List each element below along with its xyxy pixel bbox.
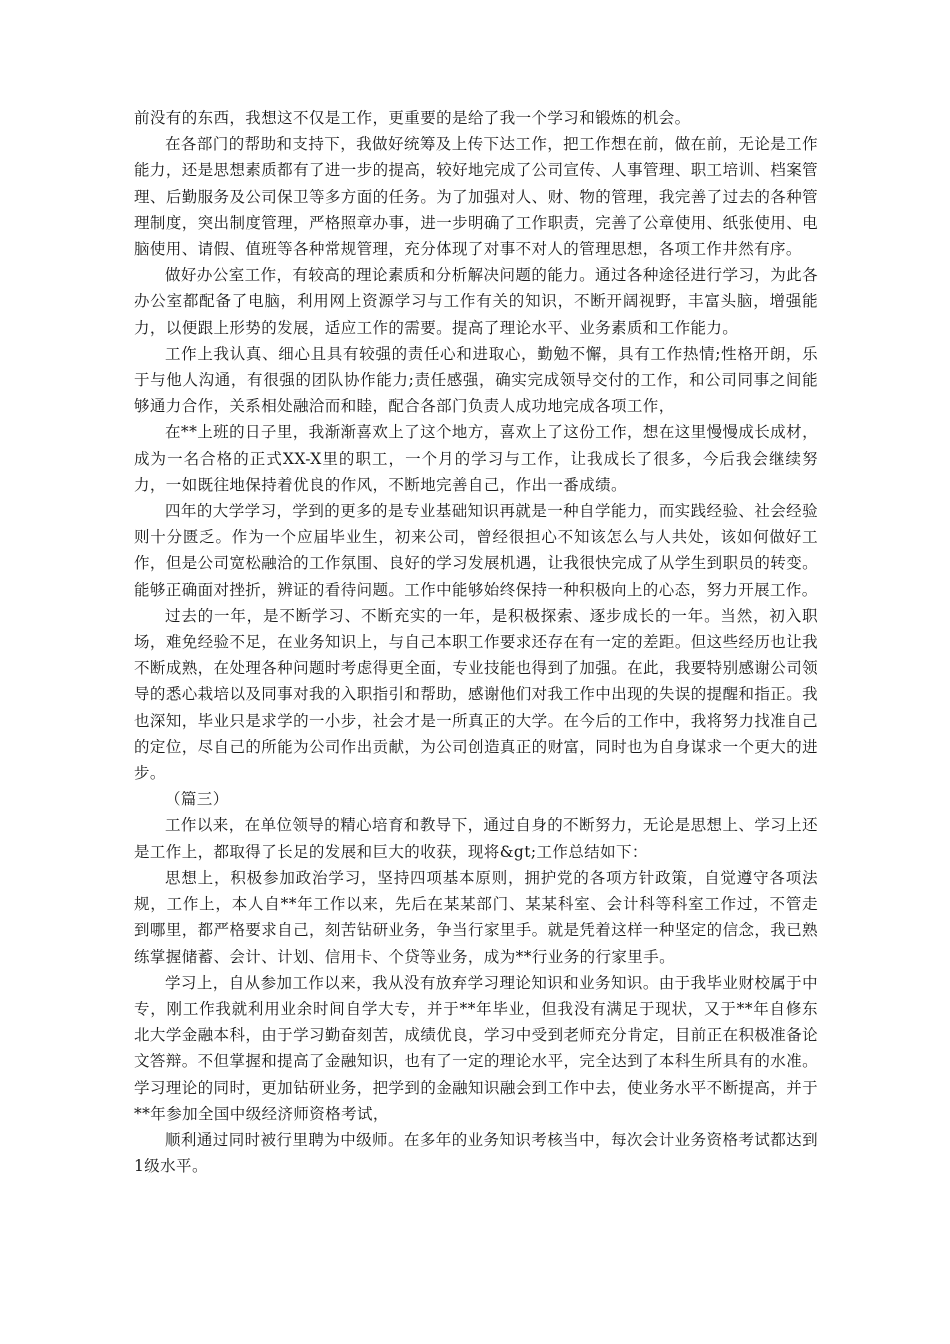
paragraph: 在**上班的日子里，我渐渐喜欢上了这个地方，喜欢上了这份工作，想在这里慢慢成长成材，成为一名合格的正式XX-X里的职工，一个月的学习与工作，让我成长了很多，今后我会继续努力，一如既往地保持着优良的作风，不断地完善自己，作出一番成绩。 bbox=[134, 423, 818, 494]
paragraph: 四年的大学学习，学到的更多的是专业基础知识再就是一种自学能力，而实践经验、社会经验则十分匮乏。作为一个应届毕业生，初来公司，曾经很担心不知该怎么与人共处，该如何做好工作，但是公司宽松融洽的工作氛围、良好的学习发展机遇，让我很快完成了从学生到职员的转变。能够正确面对挫折，辨证的看待问题。工作中能够始终保持一种积极向上的心态，努力开展工作。 bbox=[134, 502, 818, 599]
paragraph: 工作以来，在单位领导的精心培育和教导下，通过自身的不断努力，无论是思想上、学习上还是工作上，都取得了长足的发展和巨大的收获，现将&gt;工作总结如下： bbox=[134, 816, 818, 861]
paragraph: 在各部门的帮助和支持下，我做好统筹及上传下达工作，把工作想在前，做在前，无论是工作能力，还是思想素质都有了进一步的提高，较好地完成了公司宣传、人事管理、职工培训、档案管理、后勤服务及公司保卫等多方面的任务。为了加强对人、财、物的管理，我完善了过去的各种管理制度，突出制度管理，严格照章办事，进一步明确了工作职责，完善了公章使用、纸张使用、电脑使用、请假、值班等各种常规管理，充分体现了对事不对人的管理思想，各项工作井然有序。 bbox=[134, 135, 818, 259]
paragraph: 顺利通过同时被行里聘为中级师。在多年的业务知识考核当中，每次会计业务资格考试都达到1级水平。 bbox=[134, 1130, 818, 1176]
paragraph: 思想上，积极参加政治学习，坚持四项基本原则，拥护党的各项方针政策，自觉遵守各项法规，工作上，本人自**年工作以来，先后在某某部门、某某科室、会计科等科室工作过，不管走到哪里，都严格要求自己，刻苦钻研业务，争当行家里手。就是凭着这样一种坚定的信念，我已熟练掌握储蓄、会计、计划、信用卡、个贷等业务，成为**行业务的行家里手。 bbox=[134, 868, 818, 966]
paragraph: 过去的一年，是不断学习、不断充实的一年，是积极探索、逐步成长的一年。当然，初入职场，难免经验不足，在业务知识上，与自己本职工作要求还存在有一定的差距。但这些经历也让我不断成熟，在处理各种问题时考虑得更全面，专业技能也得到了加强。在此，我要特别感谢公司领导的悉心栽培以及同事对我的入职指引和帮助，感谢他们对我工作中出现的失误的提醒和指正。我也深知，毕业只是求学的一小步，社会才是一所真正的大学。在今后的工作中，我将努力找准自己的定位，尽自己的所能为公司作出贡献，为公司创造真正的财富，同时也为自身谋求一个更大的进步。 bbox=[134, 606, 818, 783]
paragraph: 工作上我认真、细心且具有较强的责任心和进取心，勤勉不懈，具有工作热情;性格开朗，乐于与他人沟通，有很强的团队协作能力;责任感强，确实完成领导交付的工作，和公司同事之间能够通力合作，关系相处融洽而和睦，配合各部门负责人成功地完成各项工作， bbox=[134, 344, 818, 416]
paragraph: 做好办公室工作，有较高的理论素质和分析解决问题的能力。通过各种途径进行学习，为此各办公室都配备了电脑，利用网上资源学习与工作有关的知识，不断开阔视野，丰富头脑，增强能力，以便跟上形势的发展，适应工作的需要。提高了理论水平、业务素质和工作能力。 bbox=[134, 266, 818, 337]
paragraph: 前没有的东西，我想这不仅是工作，更重要的是给了我一个学习和锻炼的机会。 bbox=[134, 109, 691, 127]
section-heading: （篇三） bbox=[165, 790, 229, 809]
paragraph: 学习上，自从参加工作以来，我从没有放弃学习理论知识和业务知识。由于我毕业财校属于中专，刚工作我就利用业余时间自学大专，并于**年毕业，但我没有满足于现状，又于**年自修东北大学金融本科，由于学习勤奋刻苦，成绩优良，学习中受到老师充分肯定，目前正在积极准备论文答辩。不但掌握和提高了金融知识，也有了一定的理论水平，完全达到了本科生所具有的水准。学习理论的同时，更加钻研业务，把学到的金融知识融会到工作中去，使业务水平不断提高，并于**年参加全国中级经济师资格考试， bbox=[134, 973, 818, 1123]
document-body bbox=[134, 105, 818, 1179]
